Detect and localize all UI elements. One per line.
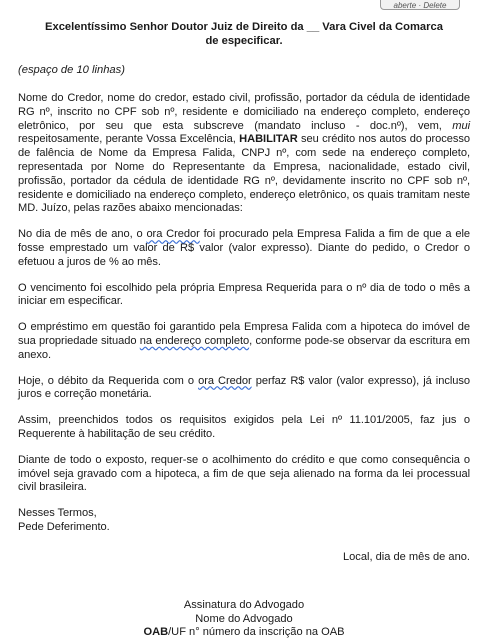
signature-block	[18, 599, 470, 640]
lawyer-name: Nome do Advogado	[195, 612, 293, 625]
p2-text-2: foi procurado pela Empresa Falida a fim de que a ele fosse emprestado um valor de R$ valor (valor expresso). Diante do pedido, o Credor o efetuou a juros de % ao mês.	[18, 228, 470, 268]
p5-text-2: perfaz R$ valor (valor expresso), já incluso juros e correção monetária.	[18, 374, 470, 401]
oab-label: OAB	[143, 626, 169, 639]
heading-line-1: Excelentíssimo Senhor Doutor Juiz de Direito da __ Vara Civel da Comarca	[45, 21, 443, 33]
p5-text-1: Hoje, o débito da Requerida com o	[18, 374, 199, 387]
p5-spellcheck-ora-credor: ora Credor	[198, 374, 252, 387]
p4-spellcheck-endereco: na endereço completo	[139, 334, 250, 347]
closing-line-1: Nesses Termos,	[18, 507, 97, 520]
closing-line-2: Pede Deferimento.	[18, 520, 110, 533]
cropped-toolbar-snippet: aberte · Delete	[380, 0, 460, 10]
p2-text-1: No dia de mês de ano, o	[18, 228, 147, 241]
heading-line-2: de especificar.	[205, 35, 283, 47]
signature-line: Assinatura do Advogado	[183, 598, 305, 611]
paragraph-mortgage	[18, 321, 470, 362]
oab-number: /UF n° número da inscrição na OAB	[168, 626, 345, 639]
document-page	[18, 14, 470, 640]
p4-text-1: O empréstimo em questão foi garantido pela Empresa Falida com a hipoteca do imóvel de sua propriedade situado	[18, 321, 470, 347]
paragraph-request: Diante de todo o exposto, requer-se o acolhimento do crédito e que como consequência o imóvel seja gravado com a hipoteca, a fim de que seja alienado na forma da lei processual civil brasileira.	[18, 453, 470, 494]
p4-text-2: , conforme pode-se observar da escritura em anexo.	[18, 334, 470, 361]
p1-mui: mui	[452, 119, 470, 132]
paragraph-requirements: Assim, preenchidos todos os requisitos exigidos pela Lei nº 11.101/2005, faz jus o Requerente à habilitação de seu crédito.	[18, 414, 470, 440]
oab-line	[18, 626, 470, 640]
closing-block	[18, 507, 470, 535]
p1-text-2: respeitosamente, perante Vossa Excelência,	[18, 133, 240, 146]
paragraph-due-date: O vencimento foi escolhido pela própria Empresa Requerida para o nº dia de todo o mês a iniciar em especificar.	[18, 281, 470, 308]
petition-heading	[18, 20, 470, 48]
paragraph-loan	[18, 228, 470, 269]
paragraph-qualification	[18, 92, 470, 216]
p1-text-3: seu crédito nos autos do processo de falência de Nome da Empresa Falida, CNPJ nº, com sede na endereço completo, representada por Nome do Representante da Empresa, nacionalidade, estado civil, profissão, portador da cédula de identidade RG nº, devidamente inscrito no CPF sob nº, residente e domiciliado na endereço completo, endereço eletrônico, os quais tramitam neste MD. Juízo, pelas razões abaixo mencionadas:	[18, 133, 471, 215]
p1-text-1: Nome do Credor, nome do credor, estado civil, profissão, portador da cédula de identidade RG nº, inscrito no CPF sob nº, residente e domiciliado na endereço completo, endereço eletrônico, por seu que esta subscreve (mandato incluso - doc.nº), vem,	[18, 92, 470, 132]
p1-habilitar: HABILITAR	[239, 133, 298, 146]
p2-spellcheck-ora-credor: ora Credor	[146, 228, 200, 241]
paragraph-debt	[18, 375, 470, 403]
spacing-note: (espaço de 10 linhas)	[18, 64, 125, 76]
place-and-date: Local, dia de mês de ano.	[342, 550, 470, 563]
